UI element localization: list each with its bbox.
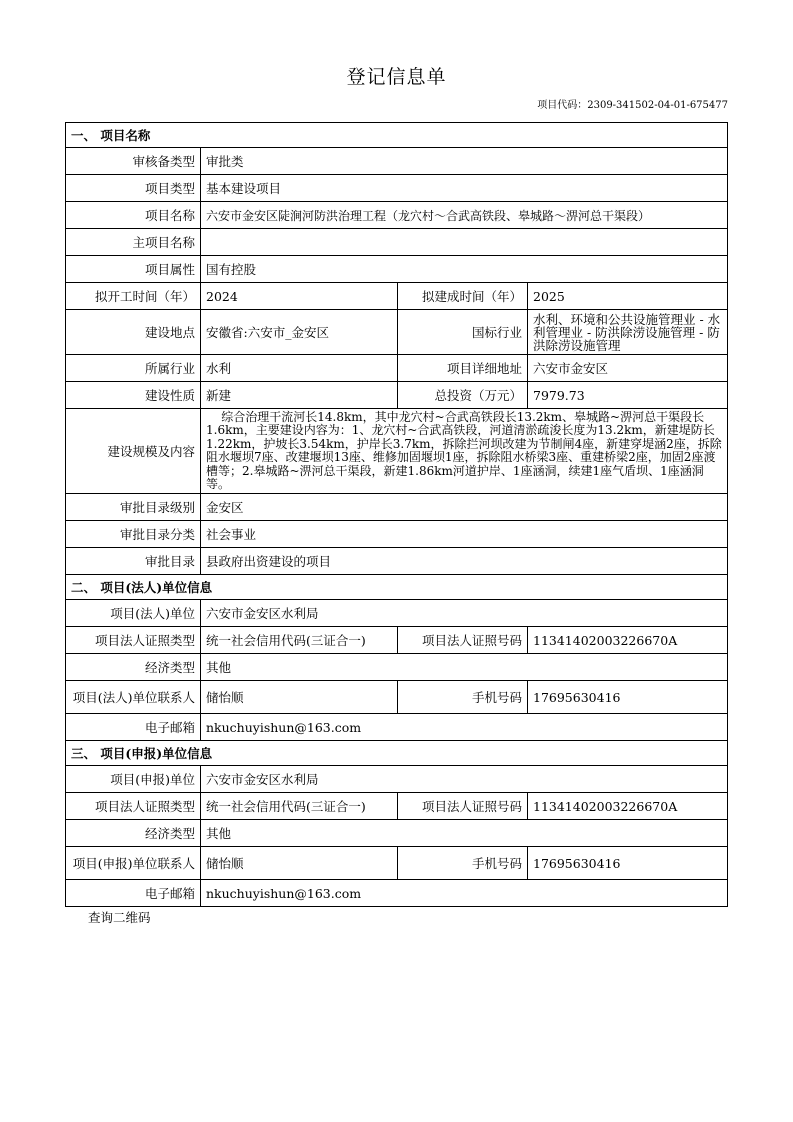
table-row: [66, 681, 728, 714]
field-label: 项目法人证照号码: [398, 627, 528, 654]
field-label: 主项目名称: [66, 229, 201, 256]
field-label: 项目(法人)单位: [66, 600, 201, 627]
field-label: 项目法人证照号码: [398, 793, 528, 820]
field-label: 手机号码: [398, 847, 528, 880]
table-row: [66, 766, 728, 793]
field-label: 项目(申报)单位联系人: [66, 847, 201, 880]
field-value: 水利: [201, 355, 398, 382]
scale-content-value: 综合治理干流河长14.8km，其中龙穴村~合武高铁段长13.2km、皋城路~淠河总干渠段长1.6km，主要建设内容为：1、龙穴村~合武高铁段，河道清淤疏浚长度为13.2km，新建堤防长1.22km，护坡长3.54km，护岸长3.7km，拆除拦河坝改建为节制闸4座，新建穿堤涵2座，拆除阻水堰坝7座、改建堰坝13座、维修加固堰坝1座，拆除阻水桥梁3座、重建桥梁2座，加固2座渡槽等；2.皋城路~淠河总干渠段，新建1.86km河道护岸、1座涵洞，续建1座气盾坝、1座涵洞等。: [201, 409, 728, 494]
document-title: 登记信息单: [346, 66, 447, 88]
table-row: [66, 256, 728, 283]
field-label: 项目属性: [66, 256, 201, 283]
field-label: 电子邮箱: [66, 880, 201, 907]
field-value: 县政府出资建设的项目: [201, 548, 728, 575]
table-row: [66, 310, 728, 355]
field-value: 7979.73: [528, 382, 728, 409]
table-row: [66, 820, 728, 847]
field-value: 金安区: [201, 494, 728, 521]
table-row: [66, 521, 728, 548]
table-row: [66, 600, 728, 627]
field-value: 17695630416: [528, 681, 728, 714]
table-row: [66, 627, 728, 654]
table-row: [66, 847, 728, 880]
field-value: 安徽省:六安市_金安区: [201, 310, 398, 355]
field-value: 其他: [201, 820, 728, 847]
section-title: 二、 项目(法人)单位信息: [66, 575, 728, 600]
field-label: 手机号码: [398, 681, 528, 714]
field-value: 储怡顺: [201, 847, 398, 880]
table-row: [66, 793, 728, 820]
field-value: 其他: [201, 654, 728, 681]
table-row: [66, 714, 728, 741]
field-value: 国有控股: [201, 256, 728, 283]
section-header: [66, 741, 728, 766]
field-value: 统一社会信用代码(三证合一): [201, 793, 398, 820]
field-label: 建设性质: [66, 382, 201, 409]
field-label: 审批目录分类: [66, 521, 201, 548]
field-value: 储怡顺: [201, 681, 398, 714]
field-value: 11341402003226670A: [528, 793, 728, 820]
field-label: 所属行业: [66, 355, 201, 382]
field-label: 拟开工时间（年）: [66, 283, 201, 310]
qr-code-label: 查询二维码: [88, 910, 151, 925]
field-value: 社会事业: [201, 521, 728, 548]
email-value: nkuchuyishun@163.com: [201, 714, 728, 741]
table-row: [66, 409, 728, 494]
table-row: [66, 283, 728, 310]
field-value: [201, 229, 728, 256]
table-row: [66, 494, 728, 521]
field-value: 2025: [528, 283, 728, 310]
field-label: 审核备类型: [66, 148, 201, 175]
field-label: 经济类型: [66, 654, 201, 681]
section-header: [66, 123, 728, 148]
registration-table: [65, 122, 728, 907]
field-label: 项目法人证照类型: [66, 627, 201, 654]
table-row: [66, 654, 728, 681]
field-value: 六安市金安区: [528, 355, 728, 382]
section-title: 一、 项目名称: [66, 123, 728, 148]
table-row: [66, 148, 728, 175]
field-value: 审批类: [201, 148, 728, 175]
field-label: 项目(法人)单位联系人: [66, 681, 201, 714]
field-value: 11341402003226670A: [528, 627, 728, 654]
field-value: 统一社会信用代码(三证合一): [201, 627, 398, 654]
field-value: 六安市金安区水利局: [201, 600, 728, 627]
table-row: [66, 175, 728, 202]
table-row: [66, 229, 728, 256]
field-label: 项目法人证照类型: [66, 793, 201, 820]
field-label: 项目类型: [66, 175, 201, 202]
project-name-value: 六安市金安区陡涧河防洪治理工程（龙穴村～合武高铁段、皋城路～淠河总干渠段）: [201, 202, 728, 229]
table-row: [66, 548, 728, 575]
field-label: 总投资（万元）: [398, 382, 528, 409]
field-label: 审批目录级别: [66, 494, 201, 521]
table-row: [66, 382, 728, 409]
field-label: 国标行业: [398, 310, 528, 355]
email-value: nkuchuyishun@163.com: [201, 880, 728, 907]
field-value: 2024: [201, 283, 398, 310]
field-label: 电子邮箱: [66, 714, 201, 741]
field-label: 建设地点: [66, 310, 201, 355]
field-label: 建设规模及内容: [66, 409, 201, 494]
project-code: 项目代码：2309-341502-04-01-675477: [537, 100, 728, 111]
table-row: [66, 355, 728, 382]
industry-value: 水利、环境和公共设施管理业 - 水利管理业 - 防洪除涝设施管理 - 防洪除涝设施管理: [528, 310, 728, 355]
field-label: 项目名称: [66, 202, 201, 229]
field-label: 经济类型: [66, 820, 201, 847]
field-label: 项目详细地址: [398, 355, 528, 382]
section-title: 三、 项目(申报)单位信息: [66, 741, 728, 766]
table-row: [66, 880, 728, 907]
field-label: 项目(申报)单位: [66, 766, 201, 793]
table-row: [66, 202, 728, 229]
section-header: [66, 575, 728, 600]
field-label: 审批目录: [66, 548, 201, 575]
field-value: 新建: [201, 382, 398, 409]
field-value: 17695630416: [528, 847, 728, 880]
field-value: 六安市金安区水利局: [201, 766, 728, 793]
field-label: 拟建成时间（年）: [398, 283, 528, 310]
field-value: 基本建设项目: [201, 175, 728, 202]
